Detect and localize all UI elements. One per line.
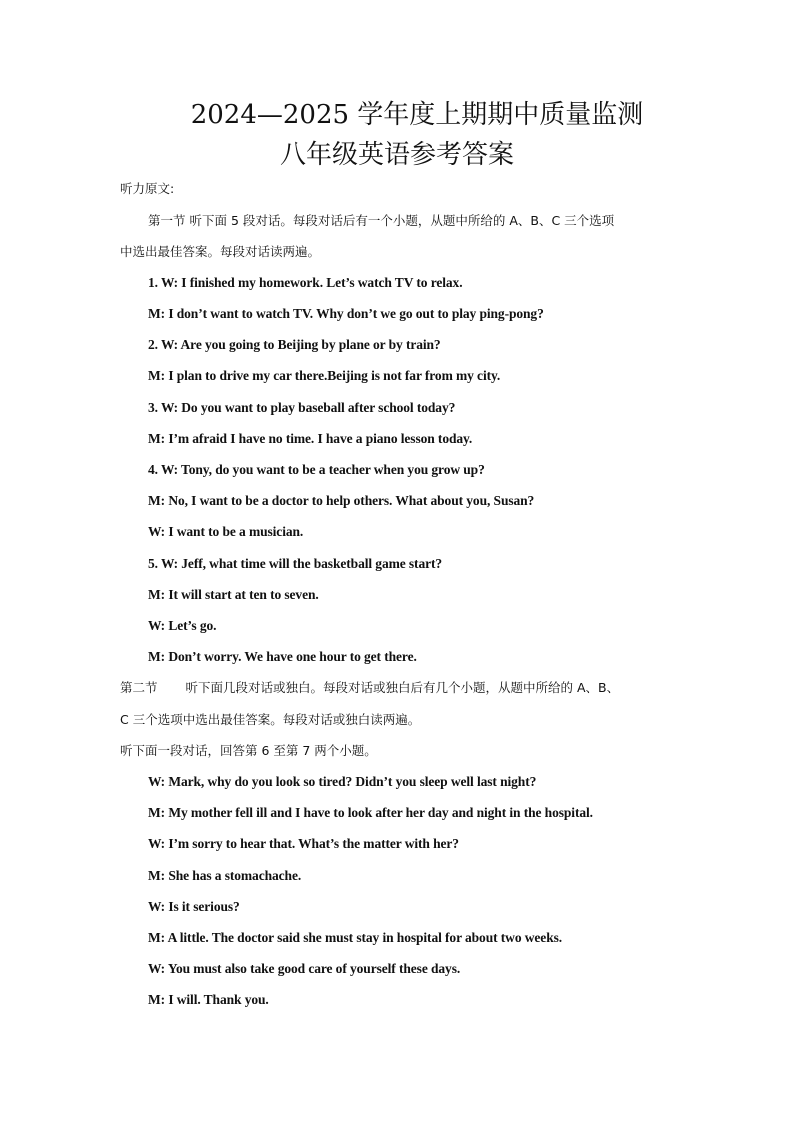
dialogue-line: W: I’m sorry to hear that. What’s the matter with her?: [148, 836, 459, 851]
dialogue-line: M: I don’t want to watch TV. Why don’t we go out to play ping-pong?: [148, 306, 544, 321]
dialogue-line: M: I’m afraid I have no time. I have a piano lesson today.: [148, 431, 473, 446]
dialogue-line: W: Is it serious?: [148, 899, 240, 914]
dialogue-line: 1. W: I finished my homework. Let’s watch TV to relax.: [148, 275, 463, 290]
dialogue-line: 4. W: Tony, do you want to be a teacher when you grow up?: [148, 462, 485, 477]
dialogue-line: 3. W: Do you want to play baseball after school today?: [148, 400, 456, 415]
section1-instruction-line1: 第一节 听下面 5 段对话。每段对话后有一个小题，从题中所给的 A、B、C 三个选项: [148, 213, 615, 228]
dialogue-line: W: You must also take good care of yourself these days.: [148, 961, 461, 976]
document-title-line1: 2024—2025 学年度上期期中质量监测: [190, 100, 644, 130]
section2-intro: 听下面一段对话，回答第 6 至第 7 两个小题。: [120, 743, 377, 758]
dialogue-line: 2. W: Are you going to Beijing by plane or by train?: [148, 337, 441, 352]
dialogue-line: M: I plan to drive my car there.Beijing is not far from my city.: [148, 368, 501, 383]
listening-heading: 听力原文:: [120, 181, 175, 196]
section2-instruction-line2: C 三个选项中选出最佳答案。每段对话或独白读两遍。: [120, 712, 421, 727]
dialogue-line: M: She has a stomachache.: [148, 868, 302, 883]
dialogue-line: M: My mother fell ill and I have to look after her day and night in the hospital.: [148, 805, 593, 820]
dialogue-line: W: Let’s go.: [148, 618, 217, 633]
section1-instruction-line2: 中选出最佳答案。每段对话读两遍。: [120, 244, 321, 259]
section2-instruction-line1: [120, 679, 619, 697]
dialogue-line: W: Mark, why do you look so tired? Didn’t you sleep well last night?: [148, 774, 537, 789]
dialogue-line: M: A little. The doctor said she must stay in hospital for about two weeks.: [148, 930, 563, 945]
section2-label: 第二节: [120, 680, 158, 695]
dialogue-line: M: No, I want to be a doctor to help others. What about you, Susan?: [148, 493, 535, 508]
dialogue-line: M: I will. Thank you.: [148, 992, 269, 1007]
section2-text: 听下面几段对话或独白。每段对话或独白后有几个小题，从题中所给的 A、B、: [185, 680, 620, 695]
dialogue-line: W: I want to be a musician.: [148, 524, 304, 539]
dialogue-line: 5. W: Jeff, what time will the basketball game start?: [148, 556, 443, 571]
document-title-line2: 八年级英语参考答案: [279, 140, 514, 170]
dialogue-line: M: Don’t worry. We have one hour to get there.: [148, 649, 417, 664]
dialogue-line: M: It will start at ten to seven.: [148, 587, 319, 602]
